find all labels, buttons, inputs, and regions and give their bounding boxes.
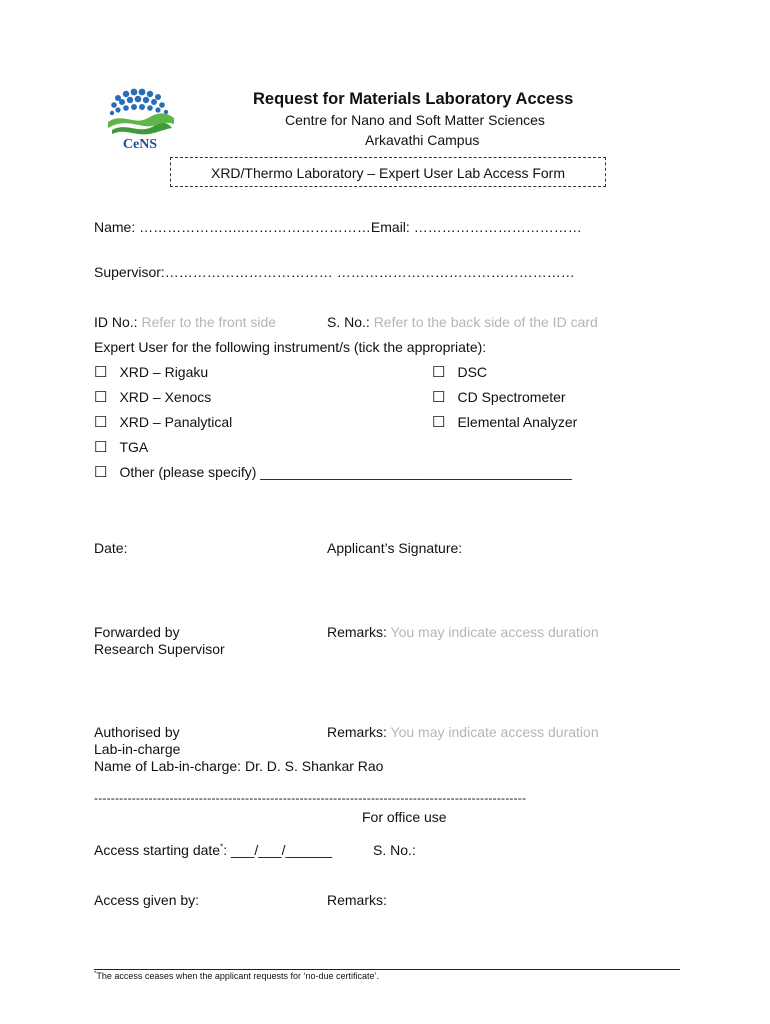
office-divider: -------------------------------------------------------------------------------------------------------	[94, 791, 527, 805]
checkbox-item-other[interactable]	[94, 463, 572, 481]
footnote	[94, 971, 379, 981]
checkbox-label: CD Spectrometer	[457, 389, 566, 405]
remarks-label: Remarks:	[327, 624, 387, 640]
checkbox-icon[interactable]: ☐	[432, 389, 446, 406]
supervisor-field[interactable]: Supervisor:……………………………… ……………………………………………	[94, 264, 575, 280]
date-field[interactable]: Date:	[94, 540, 128, 556]
footnote-rule	[94, 969, 680, 970]
institute-name: Centre for Nano and Soft Matter Sciences	[285, 112, 545, 128]
page-title: Request for Materials Laboratory Access	[253, 90, 574, 108]
checkbox-item-dsc[interactable]	[432, 363, 487, 381]
id-label: ID No.:	[94, 314, 138, 330]
access-start-date-field[interactable]	[94, 842, 332, 858]
checkbox-label: DSC	[457, 364, 488, 380]
office-remarks-field[interactable]: Remarks:	[327, 892, 387, 908]
checkbox-label: TGA	[119, 439, 149, 455]
office-use-heading: For office use	[362, 809, 447, 825]
checkbox-item-elemental-analyzer[interactable]	[432, 413, 577, 431]
form-title: XRD/Thermo Laboratory – Expert User Lab Access Form	[210, 165, 566, 181]
checkbox-icon[interactable]: ☐	[94, 364, 108, 381]
access-date-label: Access starting date	[94, 842, 221, 858]
checkbox-label: Elemental Analyzer	[457, 414, 578, 430]
checkbox-icon[interactable]: ☐	[94, 464, 108, 481]
checkbox-icon[interactable]: ☐	[94, 439, 108, 456]
sno-hint: Refer to the back side of the ID card	[373, 314, 598, 330]
forwarded-by-label: Forwarded by	[94, 624, 180, 640]
applicant-signature-field[interactable]: Applicant’s Signature:	[327, 540, 463, 556]
instrument-prompt: Expert User for the following instrument/s (tick the appropriate):	[94, 339, 487, 355]
remarks-hint: You may indicate access duration	[390, 724, 599, 740]
footnote-marker: *	[220, 842, 224, 852]
id-hint: Refer to the front side	[141, 314, 277, 330]
serial-number-field[interactable]	[327, 314, 598, 330]
checkbox-item-xrd-panalytical[interactable]	[94, 413, 232, 431]
footnote-marker: *	[94, 971, 97, 977]
checkbox-icon[interactable]: ☐	[94, 414, 108, 431]
checkbox-item-xrd-rigaku[interactable]	[94, 363, 208, 381]
id-number-field[interactable]	[94, 314, 276, 330]
logo-text: CeNS	[122, 137, 158, 152]
cens-logo	[104, 86, 176, 152]
checkbox-icon[interactable]: ☐	[94, 389, 108, 406]
lab-remarks-field[interactable]	[327, 724, 599, 740]
checkbox-icon[interactable]: ☐	[432, 414, 446, 431]
checkbox-label: XRD – Xenocs	[119, 389, 212, 405]
footnote-text: The access ceases when the applicant requests for ‘no-due certificate’.	[96, 971, 379, 981]
access-given-by-field[interactable]: Access given by:	[94, 892, 200, 908]
lab-in-charge-label: Lab-in-charge	[94, 741, 181, 757]
research-supervisor-label: Research Supervisor	[94, 641, 225, 657]
checkbox-label: XRD – Rigaku	[119, 364, 209, 380]
authorised-by-label: Authorised by	[94, 724, 180, 740]
sno-label: S. No.:	[327, 314, 370, 330]
remarks-label: Remarks:	[327, 724, 387, 740]
checkbox-icon[interactable]: ☐	[432, 364, 446, 381]
access-date-blanks: : ___/___/______	[223, 842, 333, 858]
name-email-field[interactable]: Name: …………………..………………………Email: ………………………………	[94, 219, 582, 235]
checkbox-label: XRD – Panalytical	[119, 414, 233, 430]
lab-in-charge-name: Name of Lab-in-charge: Dr. D. S. Shankar Rao	[94, 758, 384, 774]
remarks-hint: You may indicate access duration	[390, 624, 599, 640]
supervisor-remarks-field[interactable]	[327, 624, 599, 640]
checkbox-item-tga[interactable]	[94, 438, 148, 456]
logo-dots	[110, 89, 168, 116]
checkbox-item-xrd-xenocs[interactable]	[94, 388, 211, 406]
form-title-box	[170, 157, 606, 187]
campus-name: Arkavathi Campus	[365, 132, 480, 148]
office-serial-number-field[interactable]: S. No.:	[373, 842, 416, 858]
checkbox-item-cd-spectrometer[interactable]	[432, 388, 566, 406]
checkbox-label: Other (please specify) ________________________________________	[119, 464, 572, 480]
